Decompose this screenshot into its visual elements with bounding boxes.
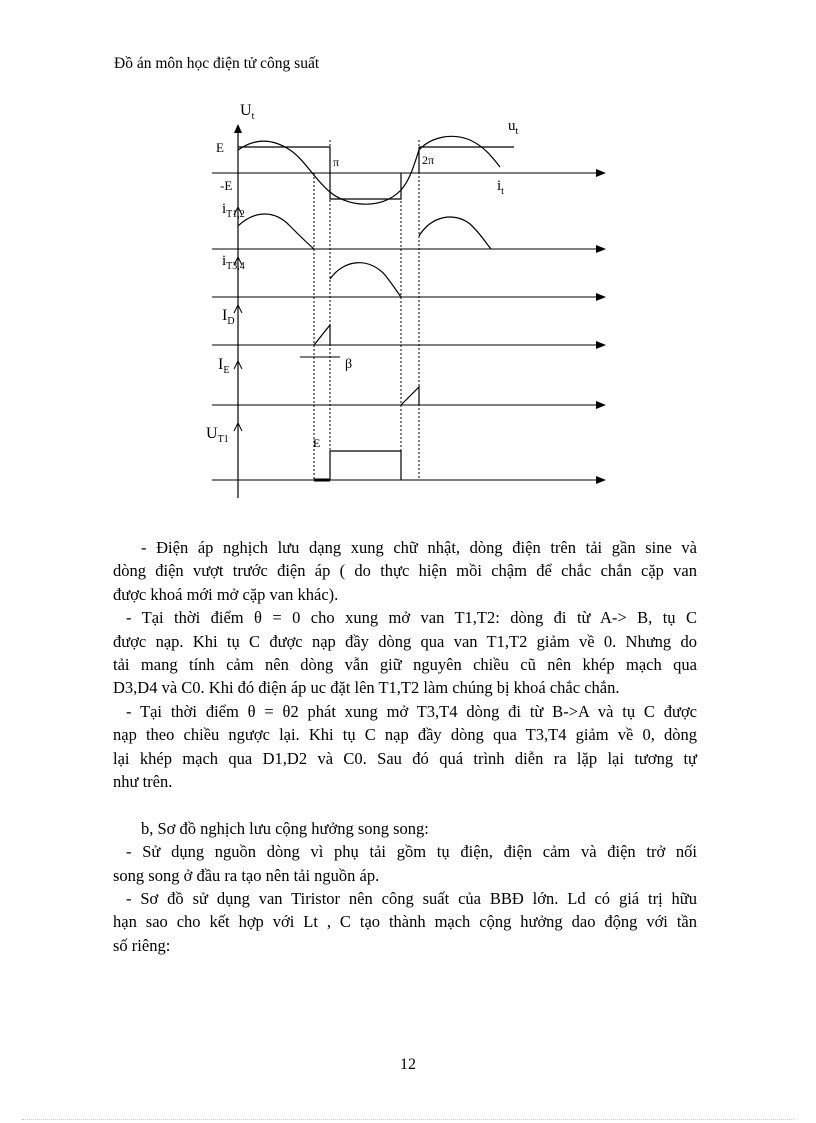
label-e-positive: E [216,140,224,155]
label-ut1: $U_{T1}$ [206,425,229,445]
paragraph-1-line-3: được khoá mới mở cặp van khác). [113,584,339,604]
paragraph-2-line-3: tải mang tính cảm nên dòng vẫn giữ nguyên chiều cũ nên khép mạch qua [113,655,697,675]
label-e-negative: -E [220,178,233,193]
time-axis-arrow-6 [596,476,606,484]
label-ut-curve: $u_t$ [508,118,519,137]
ie-ramp [401,387,419,405]
section-heading-b: b, Sơ đồ nghịch lưu cộng hưởng song song: [141,818,429,838]
time-axis-arrow-5 [596,401,606,409]
paragraph-1-line-2: dòng điện vượt trước điện áp ( do thực hiện mồi chậm để chắc chắn cặp van [113,561,697,581]
label-id: $I_D$ [222,307,235,327]
paragraph-6-line-3: số riêng: [113,935,171,955]
page-bottom-divider [22,1119,794,1120]
axis-arrow-ut [234,124,242,133]
page-header: Đồ án môn học điện tử công suất [114,55,320,72]
it34-waveform [330,263,401,297]
paragraph-2-line-4: D3,D4 và C0. Khi đó điện áp uc đặt lên T1,T2 làm chúng bị khoá chắc chắn. [113,678,620,698]
label-beta: β [345,357,353,372]
ut1-pulse [314,451,401,480]
it12-waveform [238,214,314,249]
time-axis-arrow-1 [596,169,606,177]
label-it: $i_t$ [497,178,504,197]
page-number: 12 [400,1056,416,1073]
label-e-mark: E [313,436,321,450]
id-ramp [314,325,330,345]
paragraph-3-line-3: lại khép mạch qua D1,D2 và C0. Sau đó quá trình diễn ra lặp lại tương tự [113,748,697,768]
paragraph-6-line-2: hạn sao cho kết hợp với Lt , C tạo thành mạch cộng hưởng dao động với tần [113,912,697,932]
body-text [113,536,697,957]
paragraph-3-line-2: nạp theo chiều ngược lại. Khi tụ C nạp đầy dòng qua T3,T4 giảm về 0, dòng [113,725,697,745]
paragraph-1-line-1: - Điện áp nghịch lưu dạng xung chữ nhật, dòng điện trên tải gần sine và [141,538,697,557]
label-ut-axis: $U_t$ [240,102,255,122]
waveform-diagram [0,0,816,520]
paragraph-5-line-2: song song ở đầu ra tạo nên tải nguồn áp. [113,865,380,885]
label-it34: $i_{T3,4}$ [222,253,245,272]
time-axis-arrow-4 [596,341,606,349]
label-two-pi: 2π [422,153,435,167]
label-it12: $i_{T1,2}$ [222,201,245,220]
paragraph-6-line-1: - Sơ đồ sử dụng van Tiristor nên công suất của BBĐ lớn. Ld có giá trị hữu [126,889,697,909]
label-ie: $I_E$ [218,356,230,376]
it12-waveform-2 [419,217,491,249]
time-axis-arrow-2 [596,245,606,253]
paragraph-2-line-1: - Tại thời điểm θ = 0 cho xung mở van T1,T2: dòng đi từ A-> B, tụ C [126,608,697,628]
time-axis-arrow-3 [596,293,606,301]
paragraph-3-line-1: - Tại thời điểm θ = θ2 phát xung mở T3,T4 dòng đi từ B->A và tụ C được [126,701,697,721]
label-pi: π [333,155,340,169]
paragraph-3-line-4: như trên. [113,772,173,792]
paragraph-2-line-2: được nạp. Khi tụ C được nạp đầy dòng qua van T1,T2 giảm về 0. Nhưng do [113,631,697,651]
paragraph-5-line-1: - Sử dụng nguồn dòng vì phụ tải gồm tụ điện, điện cảm và điện trở nối [126,842,697,862]
